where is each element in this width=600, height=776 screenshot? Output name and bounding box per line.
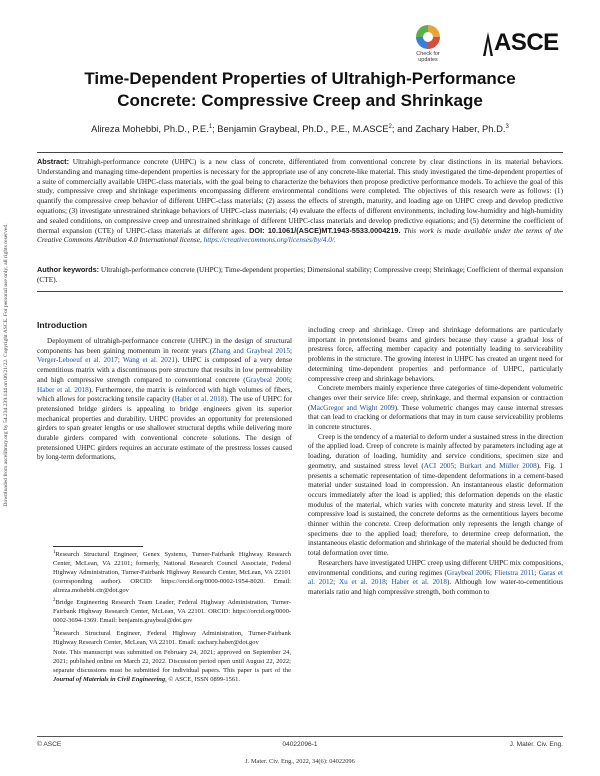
update-circle-icon bbox=[416, 25, 440, 49]
keywords-label: Author keywords: bbox=[37, 265, 100, 274]
author-2: ; Benjamin Graybeal, Ph.D., P.E., M.ASCE bbox=[212, 123, 389, 135]
abstract-top-rule bbox=[37, 152, 563, 153]
ref-link[interactable]: Burkart and Müller 2008 bbox=[459, 461, 537, 470]
right-column bbox=[308, 326, 563, 598]
right-paragraph-1: including creep and shrinkage. Creep and shrinkage deformations are particularly important in pretensioned beams and girders because they cause a gradual loss of prestress force, affecting member capacity and potentially leading to serviceability problems in the structure. The growing interest in UHPC has created an urgent need for determining time-dependent properties and performance of UHPC, particularly compressive creep and shrinkage behaviors. bbox=[308, 326, 563, 383]
abstract bbox=[37, 157, 563, 245]
publisher-name: ASCE bbox=[494, 29, 559, 56]
author-2-affil: 2 bbox=[388, 124, 392, 130]
author-line bbox=[30, 121, 570, 135]
abstract-bottom-rule bbox=[37, 291, 563, 292]
ref-link[interactable]: Haber et al. 2018 bbox=[174, 395, 225, 404]
footnote-2: $^2$Bridge Engineering Research Team Leader, Federal Highway Administration, Turner-Fairbank Highway Research Center, McLean, VA 22101. ORCID: https://orcid.org/0000-0002-3694-1369. Email: benjamin.graybeal@dot.gov bbox=[53, 598, 291, 625]
author-3: ; and Zachary Haber, Ph.D. bbox=[391, 123, 506, 135]
ref-link[interactable]: Graybeal 2006 bbox=[245, 375, 291, 384]
intro-paragraph-1: Deployment of ultrahigh-performance concrete (UHPC) in the design of structural components has been gaining momentum in recent years (Zhang and Graybeal 2015; Verger-Leboeuf et al. 2017; Wang et al. 2021). UHPC is composed of a very dense cementitious matrix with a discontinuous pore structure that results in low permeability and high compressive strength compared to conventional concrete (Graybeal 2006; Haber et al. 2018). Furthermore, the matrix is reinforced with high volumes of fibers, which allows for postcracking tensile capacity (Haber et al. 2018). The use of UHPC for pretensioned bridge girders is appealing to bridge engineers given its superior mechanical properties and durability. UHPC provides an opportunity for pretensioned girders to span greater lengths or use shallower structural depths while delivering more durable girders compared with conventional concrete solutions. The design of pretensioned UHPC girders requires an accurate estimate of the prestress losses caused by long-term deformations, bbox=[37, 337, 293, 462]
ref-link[interactable]: Flietstra 2011 bbox=[494, 568, 535, 577]
ref-link[interactable]: Garas et al. 2012 bbox=[308, 568, 564, 587]
section-heading-introduction: Introduction bbox=[37, 320, 88, 330]
right-paragraph-4: Researchers have investigated UHPC creep using different UHPC mix compositions, environmental conditions, and curing regimes (Graybeal 2006; Flietstra 2011; Garas et al. 2012; Xu et al. 2018; Haber et al. 2018). Although low water-to-cementitious materials ratio and high compressive strength, both common to bbox=[308, 558, 564, 596]
paper-title: Time-Dependent Properties of Ultrahigh-Performance Concrete: Compressive Creep and Shrinkage bbox=[84, 69, 516, 110]
submission-note: Note. This manuscript was submitted on February 24, 2021; approved on September 24, 2021; published online on March 22, 2022. Discussion period open until August 22, 2022; separate discussions must be submitted for individual papers. This paper is part of the Journal of Materials in Civil Engineering, © ASCE, ISSN 0899-1561. bbox=[53, 649, 291, 683]
author-3-affil: 3 bbox=[505, 124, 509, 130]
footnote-3: $^3$Research Structural Engineer, Federal Highway Administration, Turner-Fairbank Highway Research Center, McLean, VA 22101. Email: zachary.haber@dot.gov bbox=[53, 628, 291, 646]
footnote-rule bbox=[53, 546, 143, 547]
abstract-label: Abstract: bbox=[37, 157, 70, 166]
ref-link[interactable]: Haber et al. 2018 bbox=[37, 385, 89, 394]
footnotes bbox=[53, 549, 291, 686]
asce-logo bbox=[482, 29, 562, 59]
ref-link[interactable]: ACI 2005 bbox=[423, 461, 455, 470]
ref-link[interactable]: Xu et al. 2018 bbox=[338, 578, 386, 587]
badge-line2: updates bbox=[418, 57, 438, 63]
right-paragraph-2: Concrete members mainly experience three categories of time-dependent volumetric changes over their service life: creep, shrinkage, and thermal expansion or contraction (MacGregor and Wight 2009). These volumetric changes may cause internal stresses that can lead to cracking or deformations that may in turn cause serviceability problems in concrete structures. bbox=[308, 384, 563, 432]
footnote-1: $^1$Research Structural Engineer, Genex Systems, Turner-Fairbank Highway Research Center, McLean, VA 22101; formerly, National Research Council Associate, Federal Highway Administration, Turner-Fairbank Highway Research Center, McLean, VA 22101 (corresponding author). ORCID: https://orcid.org/0000-0002-1954-8020. Email: alireza.mohebbi.ctr@dot.gov bbox=[53, 550, 291, 594]
download-side-note: Downloaded from ascelibrary.org by 54.234.239.144 on 06/21/22. Copyright ASCE. For personal use only; all rights reserved. bbox=[3, 223, 9, 507]
check-for-updates-badge[interactable] bbox=[410, 18, 446, 63]
license-text: This work is made available under the terms of the Creative Commons Attribution 4.0 International license, bbox=[37, 225, 564, 245]
ref-link[interactable]: Graybeal 2006 bbox=[446, 568, 490, 577]
author-keywords bbox=[37, 265, 563, 285]
doi-link[interactable]: DOI: 10.1061/(ASCE)MT.1943-5533.0004219. bbox=[249, 225, 401, 235]
asce-arch-icon bbox=[482, 29, 494, 57]
keywords-text: Ultrahigh-performance concrete (UHPC); Time-dependent properties; Dimensional stability; Compressive creep; Shrinkage; Coefficient of thermal expansion (CTE). bbox=[37, 265, 563, 284]
badge-line1: Check for bbox=[416, 51, 440, 57]
ref-link[interactable]: Zhang and Graybeal 2015 bbox=[212, 346, 290, 355]
license-link[interactable]: https://creativecommons.org/licenses/by/4.0/. bbox=[203, 235, 336, 245]
author-1-affil: 1 bbox=[208, 124, 213, 130]
ref-link[interactable]: Wang et al. 2021 bbox=[122, 356, 176, 365]
author-1: Alireza Mohebbi, Ph.D., P.E. bbox=[91, 123, 209, 135]
right-paragraph-3: Creep is the tendency of a material to deform under a sustained stress in the direction of the applied load. Creep of concrete is mainly affected by parameters including age at loading, duration of loading, humidity and service conditions, specimen size and geometry, and sustained stress level (ACI 2005; Burkart and Müller 2008). Fig. 1 presents a schematic representation of time-dependent deformations in a cement-based material under sustained load in compression. An instantaneous elastic deformation occurs immediately after the load is applied; this deformation depends on the elastic modulus of the material, which varies with concrete maturity and stress level. If the compressive load is sustained, the concrete deforms as the cementitious layers become thinner within the concrete. Creep deformation only represents the length change of specimens due to the applied load; therefore, to determine creep deformation, the instantaneous elastic deformation and shrinkage of the material should be deducted from total deformation over time. bbox=[308, 432, 563, 558]
ref-link[interactable]: Verger-Leboeuf et al. 2017 bbox=[37, 356, 118, 365]
footer-page-id: 04022096-1 bbox=[282, 741, 318, 748]
citation-line: J. Mater. Civ. Eng., 2022, 34(6): 04022096 bbox=[245, 758, 355, 765]
ref-link[interactable]: MacGregor and Wight 2009 bbox=[310, 403, 395, 412]
footer-journal: J. Mater. Civ. Eng. bbox=[509, 741, 563, 748]
left-column bbox=[37, 337, 292, 463]
abstract-text: Ultrahigh-performance concrete (UHPC) is a new class of concrete, differentiated from conventional concrete by clear distinctions in its material behaviors. Understanding and managing time-dependent properties is necessary for the appropriate use of any concrete-like material. This study investigated the time-dependent properties of a suite of commercially available UHPC-class materials, with the goal being to characterize the behaviors then propose predictive performance models. To achieve the goal of this study, compressive creep and shrinkage experiments encompassing different environmental conditions were completed. The objectives of this research were as follows: (1) quantify the compressive creep behavior of different UHPC-class materials; (2) assess the effects of strength, maturity, and loading age on UHPC creep and develop predictive equations; (3) investigate unrestrained shrinkage behaviors of UHPC-class materials; (4) evaluate the effects of different environments, including low-humidity and high-humidity and sealed conditions, on compressive creep and unrestrained shrinkage of different UHPC-class materials and develop predictive equations; and (5) determine the coefficient of thermal expansion (CTE) of UHPC-class materials at different ages. bbox=[37, 157, 563, 235]
footer-copyright: © ASCE bbox=[37, 741, 62, 748]
ref-link[interactable]: Haber et al. 2018 bbox=[391, 578, 447, 587]
footer-rule bbox=[37, 736, 563, 737]
